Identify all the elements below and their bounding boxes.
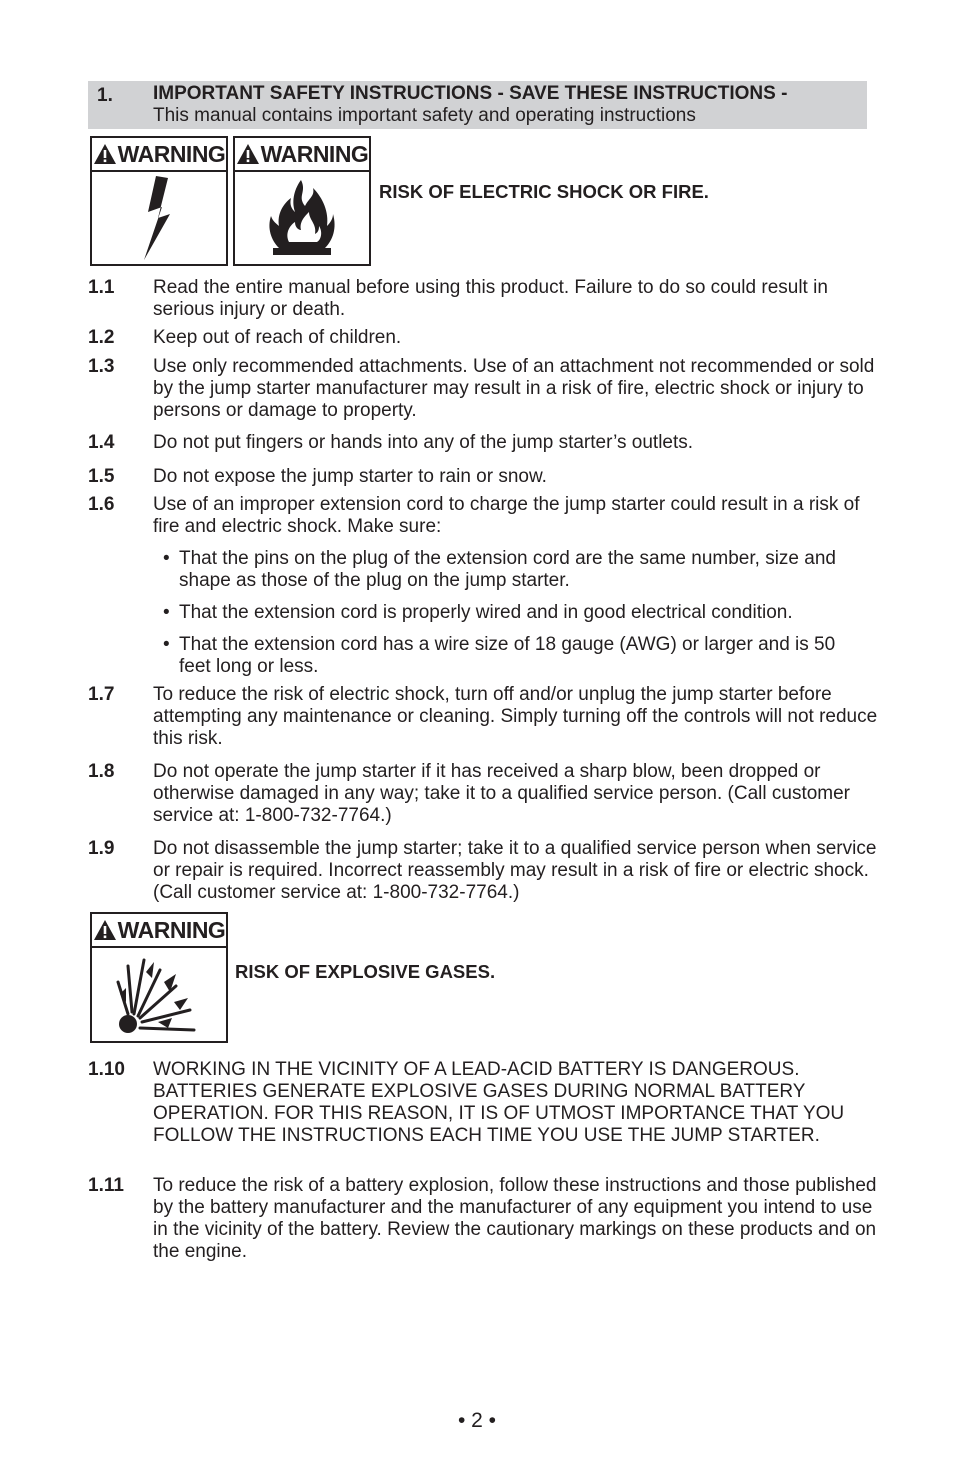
item-number: 1.1 xyxy=(88,277,115,298)
item-number: 1.4 xyxy=(88,432,115,453)
item-text: Do not expose the jump starter to rain or snow. xyxy=(153,466,547,487)
section-number: 1. xyxy=(97,85,113,106)
warning-header xyxy=(235,138,369,172)
item-text: WORKING IN THE VICINITY OF A LEAD-ACID BATTERY IS DANGEROUS. BATTERIES GENERATE EXPLOSIVE GASES DURING NORMAL BATTERY OPERATION. FOR THIS REASON, IT IS OF UTMOST IMPORTANCE THAT YOU FOLLOW THE INSTRUCTIONS EACH TIME YOU USE THE JUMP STARTER. xyxy=(153,1059,845,1146)
list-item xyxy=(88,432,878,454)
item-text: Keep out of reach of children. xyxy=(153,327,402,348)
item-number: 1.5 xyxy=(88,466,115,487)
list-item xyxy=(88,761,878,827)
item-text: Read the entire manual before using this product. Failure to do so could result in serious injury or death. xyxy=(153,277,828,320)
pictogram xyxy=(92,172,226,264)
item-number: 1.10 xyxy=(88,1059,125,1080)
lightning-bolt-icon xyxy=(134,174,184,262)
explosion-icon xyxy=(114,952,204,1038)
warning-header xyxy=(92,138,226,172)
pictogram xyxy=(235,172,369,264)
list-item xyxy=(88,327,878,349)
item-number: 1.7 xyxy=(88,684,115,705)
list-item xyxy=(88,466,878,488)
list-item xyxy=(88,684,878,750)
list-item xyxy=(88,838,878,904)
warning-label: WARNING xyxy=(117,140,226,167)
page-number: • 2 • xyxy=(457,1409,497,1432)
risk-shock-fire-heading: RISK OF ELECTRIC SHOCK OR FIRE. xyxy=(379,181,709,202)
warning-triangle-icon xyxy=(236,143,260,165)
warning-triangle-icon xyxy=(93,919,117,941)
warning-shock-box xyxy=(90,136,228,266)
item-number: 1.3 xyxy=(88,356,115,377)
warning-triangle-icon xyxy=(93,143,117,165)
item-text: Use only recommended attachments. Use of an attachment not recommended or sold by the jump starter manufacturer may result in a risk of fire, electric shock or injury to persons or damage to property. xyxy=(153,356,875,421)
list-item xyxy=(88,1059,878,1147)
list-item xyxy=(88,277,878,321)
item-number: 1.6 xyxy=(88,494,115,515)
section-subtitle: This manual contains important safety and operating instructions xyxy=(153,105,696,126)
list-item xyxy=(88,356,878,422)
item-number: 1.2 xyxy=(88,327,115,348)
flame-icon xyxy=(267,178,337,258)
warning-header xyxy=(92,914,226,948)
bullet-item xyxy=(163,634,863,678)
warning-explosion-box xyxy=(90,912,228,1043)
item-text: Do not operate the jump starter if it has received a sharp blow, been dropped or otherwise damaged in any way; take it to a qualified service person. (Call customer service at: 1-800-732-7764.) xyxy=(153,761,851,826)
warning-fire-box xyxy=(233,136,371,266)
list-item xyxy=(88,494,878,538)
pictogram xyxy=(92,948,226,1041)
bullet-dot: • xyxy=(163,634,170,655)
item-number: 1.11 xyxy=(88,1175,124,1196)
item-number: 1.8 xyxy=(88,761,115,782)
warning-label: WARNING xyxy=(117,916,226,943)
risk-explosive-heading: RISK OF EXPLOSIVE GASES. xyxy=(235,961,496,982)
bullet-text: That the extension cord is properly wired and in good electrical condition. xyxy=(179,602,793,623)
bullet-dot: • xyxy=(163,602,170,623)
item-text: Do not put fingers or hands into any of the jump starter’s outlets. xyxy=(153,432,694,453)
section-title: IMPORTANT SAFETY INSTRUCTIONS - SAVE THESE INSTRUCTIONS - xyxy=(153,83,788,104)
bullet-text: That the extension cord has a wire size of 18 gauge (AWG) or larger and is 50 feet long or less. xyxy=(179,634,836,677)
warning-label: WARNING xyxy=(260,140,369,167)
bullet-item xyxy=(163,548,863,592)
item-text: To reduce the risk of a battery explosion, follow these instructions and those published by the battery manufacturer and the manufacturer of any equipment you intend to use in the vicinity of the battery. Review the cautionary markings on these products and on the engine. xyxy=(153,1175,877,1262)
bullet-dot: • xyxy=(163,548,170,569)
list-item xyxy=(88,1175,878,1263)
item-text: To reduce the risk of electric shock, turn off and/or unplug the jump starter before attempting any maintenance or cleaning. Simply turning off the controls will not reduce this risk. xyxy=(153,684,878,749)
item-number: 1.9 xyxy=(88,838,115,859)
section-header xyxy=(88,81,867,129)
bullet-item xyxy=(163,602,863,624)
item-text: Do not disassemble the jump starter; take it to a qualified service person when service or repair is required. Incorrect reassembly may result in a risk of fire or electric shock. (Call customer service at: 1-800-732-7764.) xyxy=(153,838,877,903)
item-text: Use of an improper extension cord to charge the jump starter could result in a risk of fire and electric shock. Make sure: xyxy=(153,494,860,537)
bullet-text: That the pins on the plug of the extension cord are the same number, size and shape as those of the plug on the jump starter. xyxy=(179,548,836,591)
